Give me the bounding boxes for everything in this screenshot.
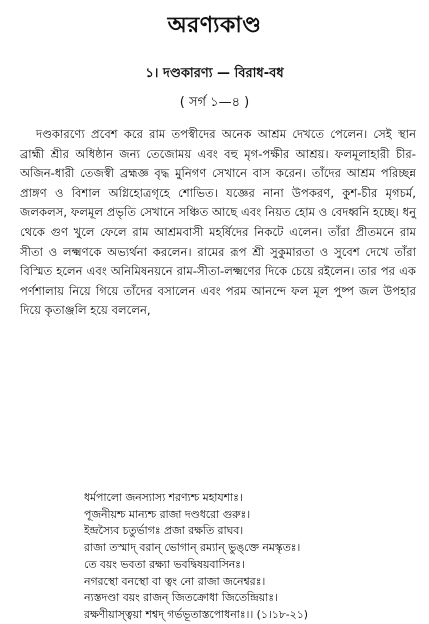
prose-paragraph (20, 125, 416, 321)
verse-line: ধর্মপালো জনস্যাস্য শরণ্যশ্চ মহাযশাঃ। (84, 491, 243, 504)
verse-block (84, 490, 422, 624)
verse-line: ন্যস্তদণ্ডা বয়ং রাজন্ জিতক্রোধা জিতেন্দ্রিয়াঃ। (84, 591, 278, 605)
verse-line: নগরস্থো বনস্থো বা ত্বং নো রাজা জনেশ্বরঃ। (84, 574, 266, 588)
verse-line: তে বয়ং ভবতা রক্ষ্যা ভবদ্বিষয়বাসিনঃ। (84, 557, 245, 571)
prose-text: দণ্ডকারণ্যে প্রবেশ করে রাম তপস্বীদের অনেক আশ্রম দেখতে পেলেন। সেই স্থান ব্রাহ্মী শ্রীর অধিষ্ঠান জন্য তেজোময় এবং বহু মৃগ-পক্ষীর আশ্রয়। ফলমূলাহারী চীর-অজিন-ধারী তেজস্বী ব্রহ্মজ্ঞ বৃদ্ধ মুনিগণ সেখানে বাস করেন। তাঁদের আশ্রম পরিচ্ছন্ন প্রাঙ্গণ ও বিশাল অগ্নিহোত্রগৃহে শোভিত। যজ্ঞের নানা উপকরণ, কুশ-চীর মৃগচর্ম, জলকলস, ফলমূল প্রভৃতি সেখানে সঞ্চিত আছে এবং নিয়ত হোম ও বেদধ্বনি হচ্ছে। ধনু থেকে গুণ খুলে ফেলে রাম আশ্রমবাসী মহর্ষিদের নিকটে এলেন। তাঁরা প্রীতমনে রাম সীতা ও লক্ষ্মণকে অভ্যর্থনা করলেন। রামের রূপ শ্রী সুকুমারতা ও সুবেশ দেখে তাঁরা বিস্মিত হলেন এবং অনিমিষনয়নে রাম-সীতা-লক্ষ্মণের দিকে চেয়ে রইলেন। তার পর এক পর্ণশালায় নিয়ে গিয়ে তাঁদের বসালেন এবং পরম আনন্দে ফল মূল পুষ্প জল উপহার দিয়ে কৃতাঞ্জলি হয়ে বললেন, (20, 127, 416, 318)
verse-line: রাজা তস্মাদ্ বরান্ ভোগান্ রম্যান্ ভুঙ্‌ক্তে নমস্কৃতঃ। (84, 541, 301, 555)
sarga-range: ( সর্গ ১—৪ ) (179, 95, 250, 110)
verse-line: ইন্দ্রস্যৈব চতুর্ভাগঃ প্রজা রক্ষতি রাঘব। (84, 524, 244, 538)
chapter-heading: ১। দণ্ডকারণ্য — বিরাধ-বধ (145, 66, 284, 81)
verse-line: রক্ষণীয়াস্ত্বয়া শশ্বদ্ গর্ভভূতাস্তপোধনাঃ।। (১।১৮-২১) (84, 607, 308, 621)
verse-line: পূজনীয়শ্চ মান্যশ্চ রাজা দণ্ডধরো গুরুঃ। (84, 507, 251, 521)
book-title: অরণ্যকাণ্ড (167, 13, 262, 38)
